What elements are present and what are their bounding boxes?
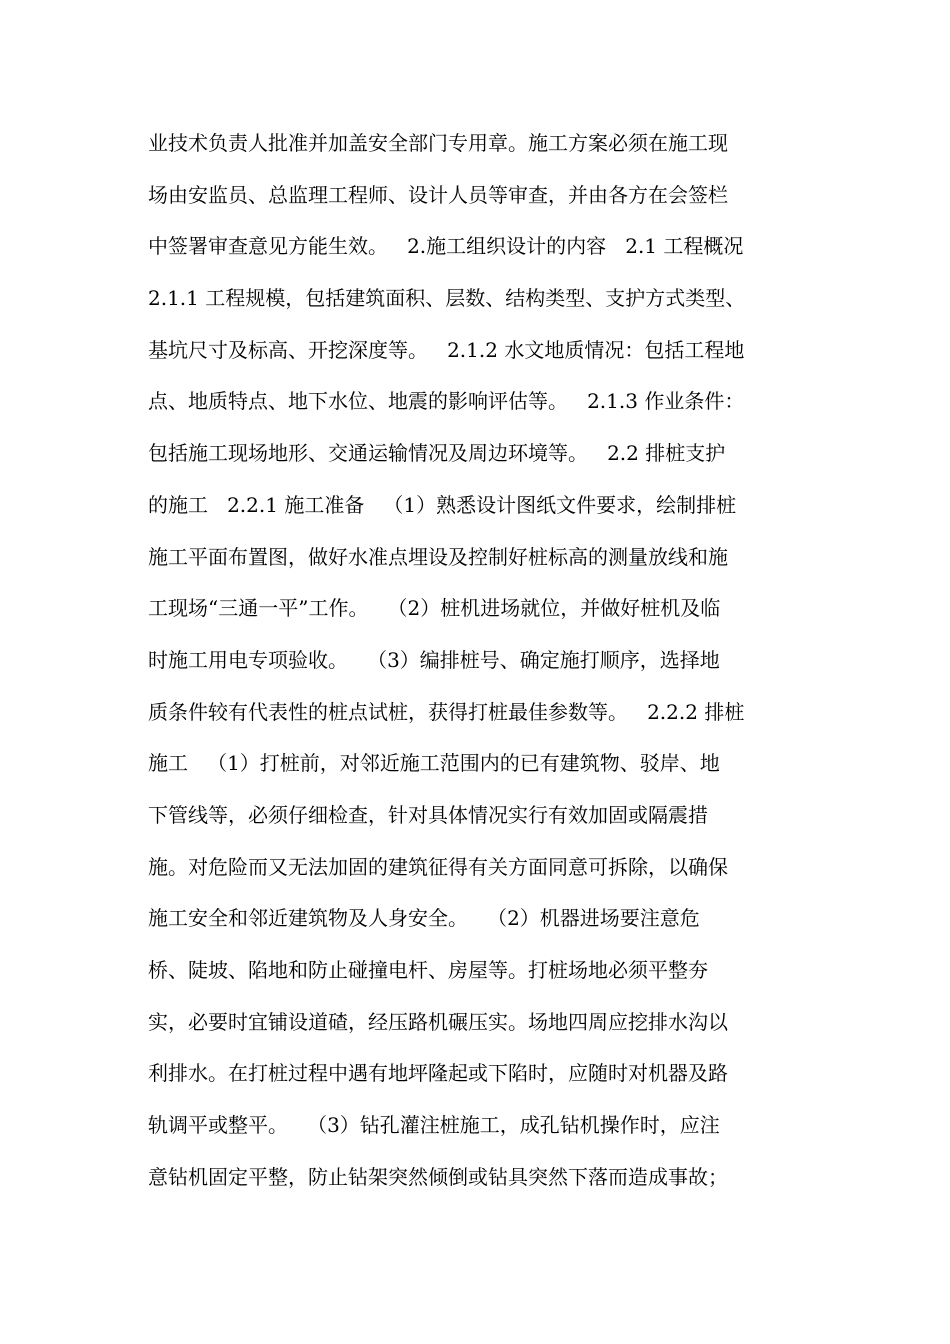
text-line: 施工 （1）打桩前，对邻近施工范围内的已有建筑物、驳岸、地 [148, 751, 720, 776]
text-line: 施工安全和邻近建筑物及人身安全。 （2）机器进场要注意危 [148, 906, 700, 931]
text-line: 轨调平或整平。 （3）钻孔灌注桩施工，成孔钻机操作时，应注 [148, 1113, 720, 1138]
text-line: 利排水。在打桩过程中遇有地坪隆起或下陷时，应随时对机器及路 [148, 1061, 728, 1086]
text-line: 基坑尺寸及标高、开挖深度等。 2.1.2 水文地质情况：包括工程地 [148, 337, 745, 362]
text-line: 工现场“三通一平”工作。 （2）桩机进场就位，并做好桩机及临 [148, 596, 721, 621]
text-line: 场由安监员、总监理工程师、设计人员等审查，并由各方在会签栏 [148, 182, 728, 207]
text-line: 时施工用电专项验收。 （3）编排桩号、确定施打顺序，选择地 [148, 647, 720, 672]
text-line: 包括施工现场地形、交通运输情况及周边环境等。 2.2 排桩支护 [148, 441, 726, 466]
text-line: 下管线等，必须仔细检查，针对具体情况实行有效加固或隔震措 [148, 802, 708, 827]
text-line: 实，必要时宜铺设道碴，经压路机碾压实。场地四周应挖排水沟以 [148, 1009, 728, 1034]
text-line: 的施工 2.2.1 施工准备 （1）熟悉设计图纸文件要求，绘制排桩 [148, 492, 737, 517]
text-line: 桥、陡坡、陷地和防止碰撞电杆、房屋等。打桩场地必须平整夯 [148, 958, 708, 982]
text-line: 质条件较有代表性的桩点试桩，获得打桩最佳参数等。 2.2.2 排桩 [148, 699, 745, 724]
text-line: 2.1.1 工程规模，包括建筑面积、层数、结构类型、支护方式类型、 [148, 286, 746, 311]
text-line: 施。对危险而又无法加固的建筑征得有关方面同意可拆除，以确保 [148, 854, 728, 879]
text-line: 施工平面布置图，做好水准点埋设及控制好桩标高的测量放线和施 [148, 544, 728, 569]
text-line: 点、地质特点、地下水位、地震的影响评估等。 2.1.3 作业条件： [148, 389, 745, 414]
text-line: 意钻机固定平整，防止钻架突然倾倒或钻具突然下落而造成事故； [148, 1164, 728, 1189]
body-text [148, 118, 808, 1203]
text-line: 中签署审查意见方能生效。 2.施工组织设计的内容 2.1 工程概况 [148, 234, 744, 259]
text-line: 业技术负责人批准并加盖安全部门专用章。施工方案必须在施工现 [148, 131, 728, 155]
